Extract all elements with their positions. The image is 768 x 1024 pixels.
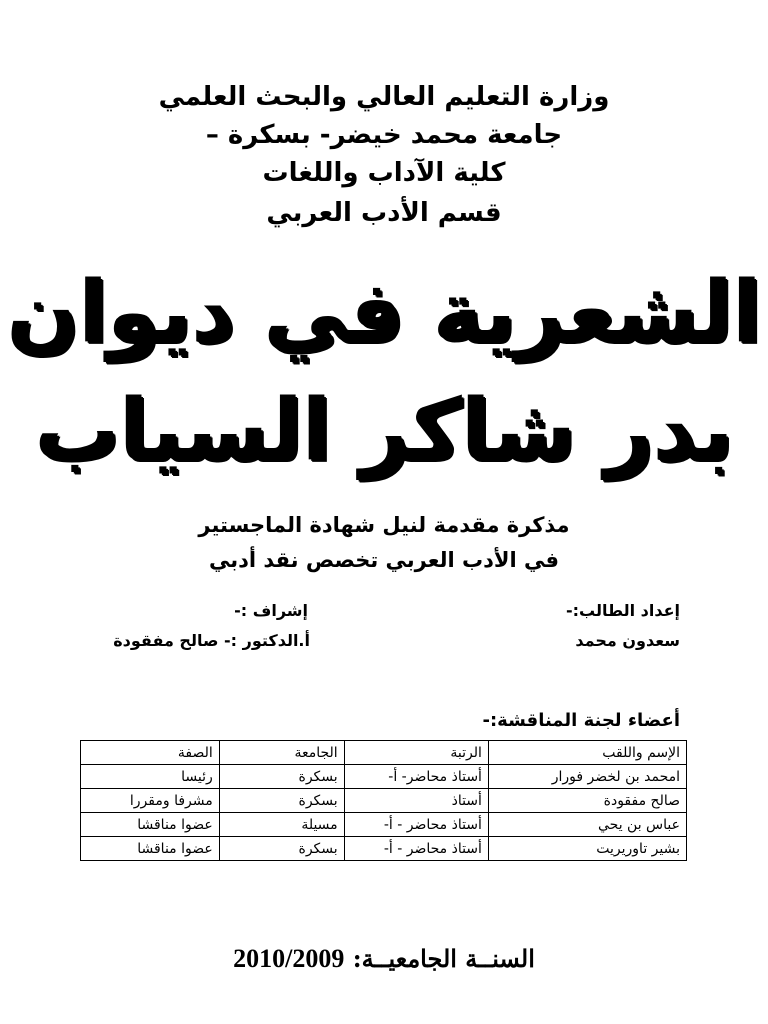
- committee-table: [80, 740, 687, 861]
- faculty-name: كلية الآداب واللغات: [262, 158, 506, 188]
- member-university: مسيلة: [219, 813, 344, 837]
- student-label: إعداد الطالب:-: [566, 601, 680, 620]
- committee-title: أعضاء لجنة المناقشة:-: [482, 710, 680, 731]
- member-role: مشرفا ومقررا: [81, 789, 220, 813]
- member-role: عضوا مناقشا: [81, 837, 220, 861]
- department-name: قسم الأدب العربي: [266, 198, 502, 228]
- academic-year: [0, 942, 768, 976]
- member-rank: أستاذ: [344, 789, 488, 813]
- student-name: سعدون محمد: [575, 631, 680, 650]
- table-row: [81, 813, 687, 837]
- member-rank: أستاذ محاضر- أ-: [344, 765, 488, 789]
- thesis-specialization: في الأدب العربي تخصص نقد أدبي: [209, 548, 559, 572]
- academic-year-value: 2010/2009: [233, 944, 345, 973]
- member-rank: أستاذ محاضر - أ-: [344, 837, 488, 861]
- academic-year-label: السنــة الجامعيــة:: [352, 944, 535, 973]
- member-name: امحمد بن لخضر فورار: [488, 765, 686, 789]
- header-university: الجامعة: [219, 741, 344, 765]
- member-name: صالح مفقودة: [488, 789, 686, 813]
- header-role: الصفة: [81, 741, 220, 765]
- member-role: عضوا مناقشا: [81, 813, 220, 837]
- thesis-title-line-1: الشعرية في ديوان: [6, 263, 762, 361]
- thesis-title-line-2: بدر شاكر السياب: [34, 381, 734, 479]
- table-row: [81, 837, 687, 861]
- university-name: جامعة محمد خيضر- بسكرة –: [205, 120, 563, 150]
- member-rank: أستاذ محاضر - أ-: [344, 813, 488, 837]
- header-rank: الرتبة: [344, 741, 488, 765]
- thesis-purpose: مذكرة مقدمة لنيل شهادة الماجستير: [198, 513, 570, 537]
- table-row: [81, 765, 687, 789]
- header-name: الإسم واللقب: [488, 741, 686, 765]
- ministry-name: وزارة التعليم العالي والبحث العلمي: [158, 82, 610, 112]
- table-row: [81, 789, 687, 813]
- table-header-row: [81, 741, 687, 765]
- supervisor-name: أ.الدكتور :- صالح مفقودة: [113, 631, 310, 650]
- supervisor-label: إشراف :-: [234, 601, 308, 620]
- member-university: بسكرة: [219, 837, 344, 861]
- member-university: بسكرة: [219, 789, 344, 813]
- member-university: بسكرة: [219, 765, 344, 789]
- member-name: عباس بن يحي: [488, 813, 686, 837]
- member-name: بشير تاوريريت: [488, 837, 686, 861]
- member-role: رئيسا: [81, 765, 220, 789]
